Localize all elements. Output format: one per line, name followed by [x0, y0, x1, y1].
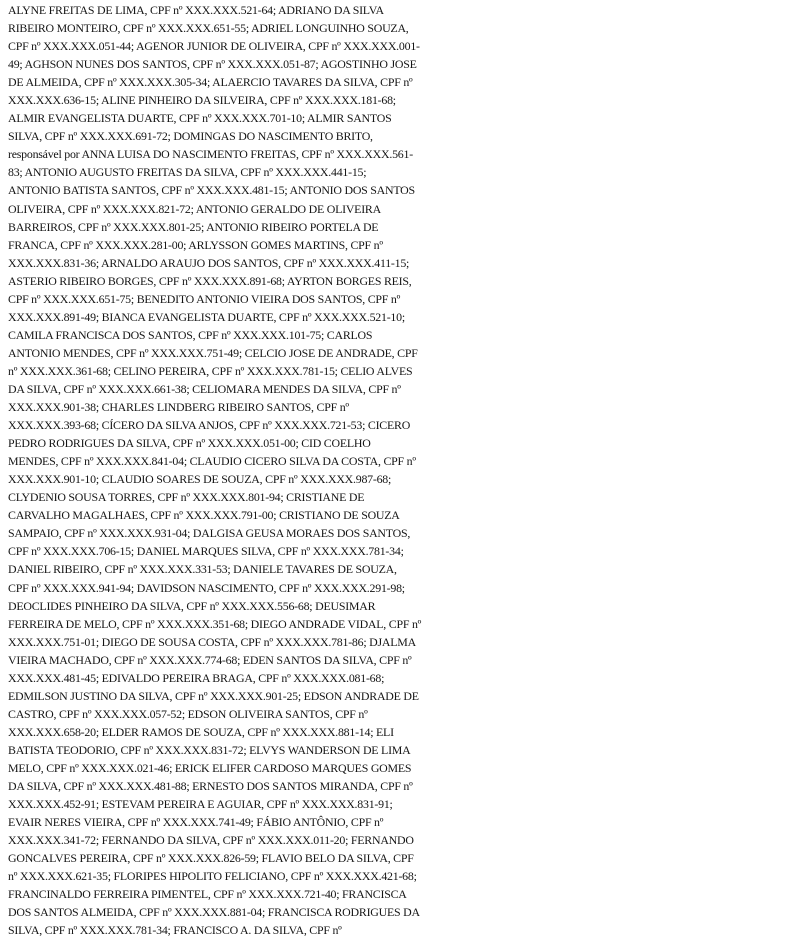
beneficiary-list-text — [8, 1, 422, 939]
text-line: FRANCA, CPF nº XXX.XXX.281-00; ARLYSSON GOMES MARTINS, CPF nº — [8, 237, 383, 252]
text-line: CLYDENIO SOUSA TORRES, CPF nº XXX.XXX.801-94; CRISTIANE DE — [8, 490, 365, 505]
text-line: SILVA, CPF nº XXX.XXX.781-34; FRANCISCO A. DA SILVA, CPF nº — [8, 923, 342, 938]
text-line: 49; AGHSON NUNES DOS SANTOS, CPF nº XXX.XXX.051-87; AGOSTINHO JOSE — [8, 57, 417, 72]
text-line: CAMILA FRANCISCA DOS SANTOS, CPF nº XXX.XXX.101-75; CARLOS — [8, 327, 373, 342]
text-line: OLIVEIRA, CPF nº XXX.XXX.821-72; ANTONIO GERALDO DE OLIVEIRA — [8, 201, 381, 216]
text-line: responsável por ANNA LUISA DO NASCIMENTO FREITAS, CPF nº XXX.XXX.561- — [8, 147, 413, 162]
text-line: MENDES, CPF nº XXX.XXX.841-04; CLAUDIO CICERO SILVA DA COSTA, CPF nº — [8, 454, 416, 469]
text-line: CPF nº XXX.XXX.941-94; DAVIDSON NASCIMENTO, CPF nº XXX.XXX.291-98; — [8, 580, 405, 595]
text-line: XXX.XXX.831-36; ARNALDO ARAUJO DOS SANTOS, CPF nº XXX.XXX.411-15; — [8, 255, 410, 270]
text-line: BATISTA TEODORIO, CPF nº XXX.XXX.831-72; ELVYS WANDERSON DE LIMA — [8, 742, 411, 757]
text-line: XXX.XXX.393-68; CÍCERO DA SILVA ANJOS, CPF nº XXX.XXX.721-53; CICERO — [8, 418, 411, 433]
text-line: ALYNE FREITAS DE LIMA, CPF nº XXX.XXX.521-64; ADRIANO DA SILVA — [8, 3, 384, 17]
text-line: RIBEIRO MONTEIRO, CPF nº XXX.XXX.651-55; ADRIEL LONGUINHO SOUZA, — [8, 21, 409, 36]
text-line: SAMPAIO, CPF nº XXX.XXX.931-04; DALGISA GEUSA MORAES DOS SANTOS, — [8, 526, 411, 541]
text-line: XXX.XXX.481-45; EDIVALDO PEREIRA BRAGA, CPF nº XXX.XXX.081-68; — [8, 670, 385, 685]
text-line: XXX.XXX.751-01; DIEGO DE SOUSA COSTA, CPF nº XXX.XXX.781-86; DJALMA — [8, 634, 416, 649]
text-line: DE ALMEIDA, CPF nº XXX.XXX.305-34; ALAERCIO TAVARES DA SILVA, CPF nº — [8, 75, 413, 90]
text-line: ASTERIO RIBEIRO BORGES, CPF nº XXX.XXX.891-68; AYRTON BORGES REIS, — [8, 273, 412, 288]
text-line: SILVA, CPF nº XXX.XXX.691-72; DOMINGAS DO NASCIMENTO BRITO, — [8, 129, 373, 144]
text-line: XXX.XXX.636-15; ALINE PINHEIRO DA SILVEIRA, CPF nº XXX.XXX.181-68; — [8, 93, 396, 108]
text-line: CPF nº XXX.XXX.706-15; DANIEL MARQUES SILVA, CPF nº XXX.XXX.781-34; — [8, 544, 404, 559]
text-line: XXX.XXX.891-49; BIANCA EVANGELISTA DUARTE, CPF nº XXX.XXX.521-10; — [8, 309, 405, 324]
text-line: XXX.XXX.341-72; FERNANDO DA SILVA, CPF nº XXX.XXX.011-20; FERNANDO — [8, 833, 414, 848]
text-line: VIEIRA MACHADO, CPF nº XXX.XXX.774-68; EDEN SANTOS DA SILVA, CPF nº — [8, 652, 412, 667]
text-line: MELO, CPF nº XXX.XXX.021-46; ERICK ELIFER CARDOSO MARQUES GOMES — [8, 760, 412, 775]
text-line: FERREIRA DE MELO, CPF nº XXX.XXX.351-68; DIEGO ANDRADE VIDAL, CPF nº — [8, 616, 422, 631]
text-line: XXX.XXX.901-10; CLAUDIO SOARES DE SOUZA, CPF nº XXX.XXX.987-68; — [8, 472, 392, 487]
text-line: DA SILVA, CPF nº XXX.XXX.481-88; ERNESTO DOS SANTOS MIRANDA, CPF nº — [8, 779, 413, 794]
text-line: CPF nº XXX.XXX.051-44; AGENOR JUNIOR DE OLIVEIRA, CPF nº XXX.XXX.001- — [8, 39, 420, 54]
text-line: DEOCLIDES PINHEIRO DA SILVA, CPF nº XXX.XXX.556-68; DEUSIMAR — [8, 598, 376, 613]
text-line: CARVALHO MAGALHAES, CPF nº XXX.XXX.791-00; CRISTIANO DE SOUZA — [8, 508, 400, 523]
text-line: GONCALVES PEREIRA, CPF nº XXX.XXX.826-59; FLAVIO BELO DA SILVA, CPF — [8, 851, 414, 866]
text-line: BARREIROS, CPF nº XXX.XXX.801-25; ANTONIO RIBEIRO PORTELA DE — [8, 219, 379, 234]
text-line: DANIEL RIBEIRO, CPF nº XXX.XXX.331-53; DANIELE TAVARES DE SOUZA, — [8, 562, 397, 577]
text-line: 83; ANTONIO AUGUSTO FREITAS DA SILVA, CPF nº XXX.XXX.441-15; — [8, 165, 367, 180]
text-line: ALMIR EVANGELISTA DUARTE, CPF nº XXX.XXX.701-10; ALMIR SANTOS — [8, 111, 392, 126]
text-line: FRANCINALDO FERREIRA PIMENTEL, CPF nº XXX.XXX.721-40; FRANCISCA — [8, 887, 407, 902]
text-line: EVAIR NERES VIEIRA, CPF nº XXX.XXX.741-49; FÁBIO ANTÔNIO, CPF nº — [8, 815, 384, 830]
text-line: DA SILVA, CPF nº XXX.XXX.661-38; CELIOMARA MENDES DA SILVA, CPF nº — [8, 381, 401, 396]
text-line: ANTONIO BATISTA SANTOS, CPF nº XXX.XXX.481-15; ANTONIO DOS SANTOS — [8, 183, 415, 198]
text-line: CPF nº XXX.XXX.651-75; BENEDITO ANTONIO VIEIRA DOS SANTOS, CPF nº — [8, 291, 401, 306]
text-line: nº XXX.XXX.361-68; CELINO PEREIRA, CPF nº XXX.XXX.781-15; CELIO ALVES — [8, 363, 413, 378]
text-line: XXX.XXX.901-38; CHARLES LINDBERG RIBEIRO SANTOS, CPF nº — [8, 400, 349, 415]
text-line: CASTRO, CPF nº XXX.XXX.057-52; EDSON OLIVEIRA SANTOS, CPF nº — [8, 706, 368, 721]
text-line: XXX.XXX.658-20; ELDER RAMOS DE SOUZA, CPF nº XXX.XXX.881-14; ELI — [8, 724, 394, 739]
text-line: ANTONIO MENDES, CPF nº XXX.XXX.751-49; CELCIO JOSE DE ANDRADE, CPF — [8, 345, 418, 360]
text-line: EDMILSON JUSTINO DA SILVA, CPF nº XXX.XXX.901-25; EDSON ANDRADE DE — [8, 688, 419, 703]
text-line: nº XXX.XXX.621-35; FLORIPES HIPOLITO FELICIANO, CPF nº XXX.XXX.421-68; — [8, 869, 417, 884]
text-line: XXX.XXX.452-91; ESTEVAM PEREIRA E AGUIAR, CPF nº XXX.XXX.831-91; — [8, 797, 393, 812]
text-line: PEDRO RODRIGUES DA SILVA, CPF nº XXX.XXX.051-00; CID COELHO — [8, 436, 371, 451]
text-line: DOS SANTOS ALMEIDA, CPF nº XXX.XXX.881-04; FRANCISCA RODRIGUES DA — [8, 905, 420, 920]
